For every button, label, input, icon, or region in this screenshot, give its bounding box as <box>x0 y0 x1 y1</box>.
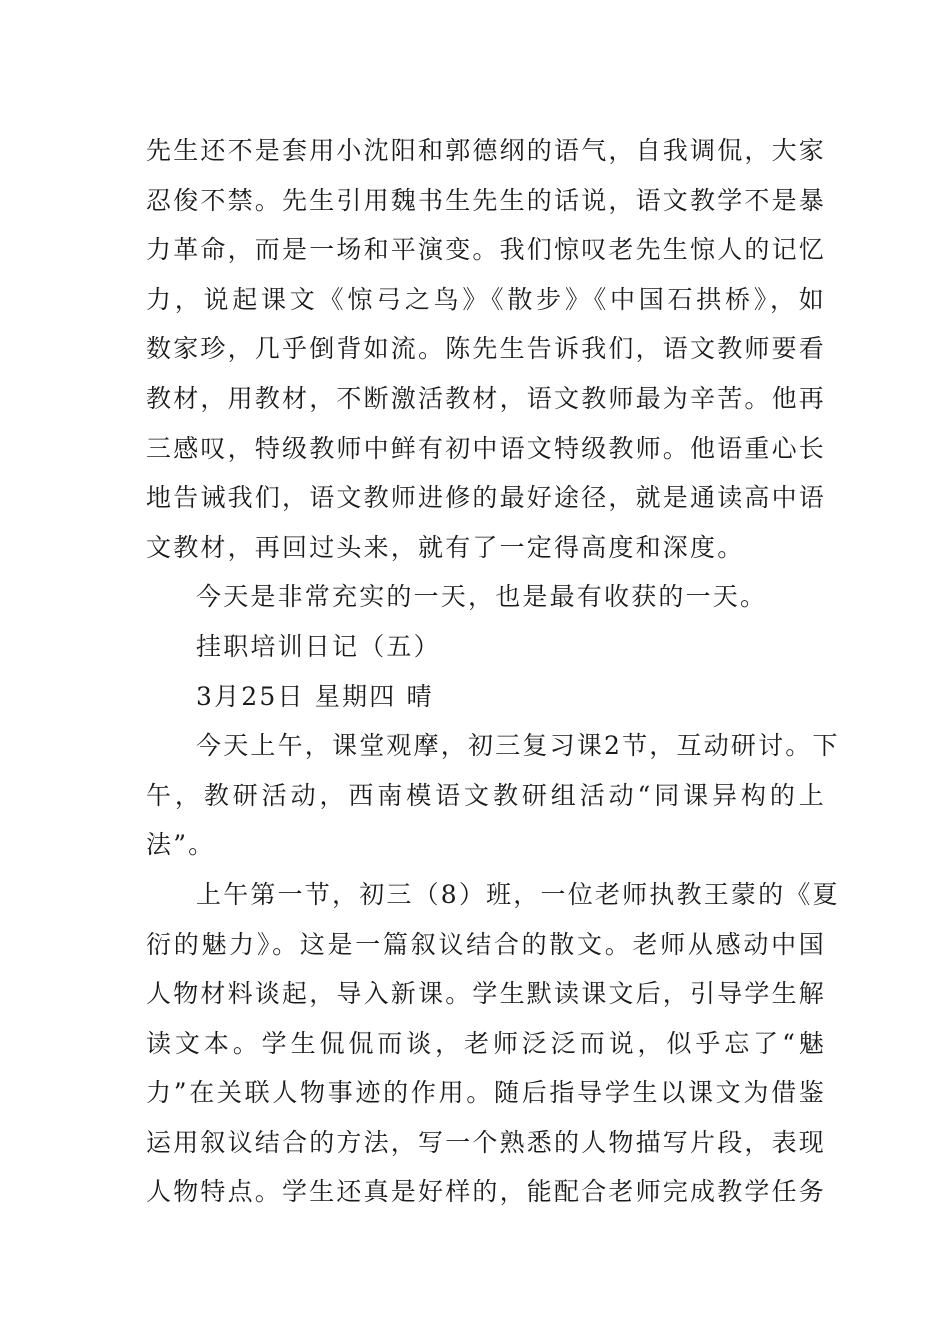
text-line: 力，说起课文《惊弓之鸟》《散步》《中国石拱桥》，如 <box>146 284 826 314</box>
paragraph <box>146 126 826 572</box>
text-line: 先生还不是套用小沈阳和郭德纲的语气，自我调侃，大家 <box>146 136 827 165</box>
text-line: 运用叙议结合的方法，写一个熟悉的人物描写片段，表现 <box>146 1127 827 1157</box>
text-line: 文教材，再回过头来，就有了一定得高度和深度。 <box>146 532 745 562</box>
text-line: 读文本。学生侃侃而谈，老师泛泛而说，似乎忘了“魅 <box>146 1028 826 1058</box>
document-body <box>146 126 840 1217</box>
text-line: 挂职培训日记（五） <box>196 631 441 661</box>
text-line: 数家珍，几乎倒背如流。陈先生告诉我们，语文教师要看 <box>146 334 827 364</box>
text-line: 衍的魅力》。这是一篇叙议结合的散文。老师从感动中国 <box>146 929 826 959</box>
text-line: 忍俊不禁。先生引用魏书生先生的话说，语文教学不是暴 <box>146 185 827 215</box>
text-line: 力革命，而是一场和平演变。我们惊叹老先生惊人的记忆 <box>146 235 827 265</box>
text-line: 午，教研活动，西南模语文教研组活动“同课异构的上 <box>146 780 826 810</box>
text-line: 人物特点。学生还真是好样的，能配合老师完成教学任务 <box>146 1177 827 1207</box>
paragraph <box>146 672 826 722</box>
text-line: 力”在关联人物事迹的作用。随后指导学生以课文为借鉴 <box>146 1078 826 1108</box>
paragraph <box>146 870 840 1217</box>
text-line: 法”。 <box>146 830 216 860</box>
paragraph <box>146 622 826 672</box>
paragraph <box>146 572 826 622</box>
text-line: 教材，用教材，不断激活教材，语文教师最为辛苦。他再 <box>146 383 827 413</box>
text-line: 三感叹，特级教师中鲜有初中语文特级教师。他语重心长 <box>146 433 827 463</box>
text-line: 今天是非常充实的一天，也是最有收获的一天。 <box>196 582 768 612</box>
paragraph <box>146 721 840 870</box>
text-line: 上午第一节，初三（8）班，一位老师执教王蒙的《夏 <box>196 879 840 909</box>
text-line: 地告诫我们，语文教师进修的最好途径，就是通读高中语 <box>146 483 827 513</box>
text-line: 人物材料谈起，导入新课。学生默读课文后，引导学生解 <box>146 979 827 1009</box>
text-line: 今天上午，课堂观摩，初三复习课2节，互动研讨。下 <box>196 731 840 761</box>
text-line: 3月25日 星期四 晴 <box>196 681 434 711</box>
